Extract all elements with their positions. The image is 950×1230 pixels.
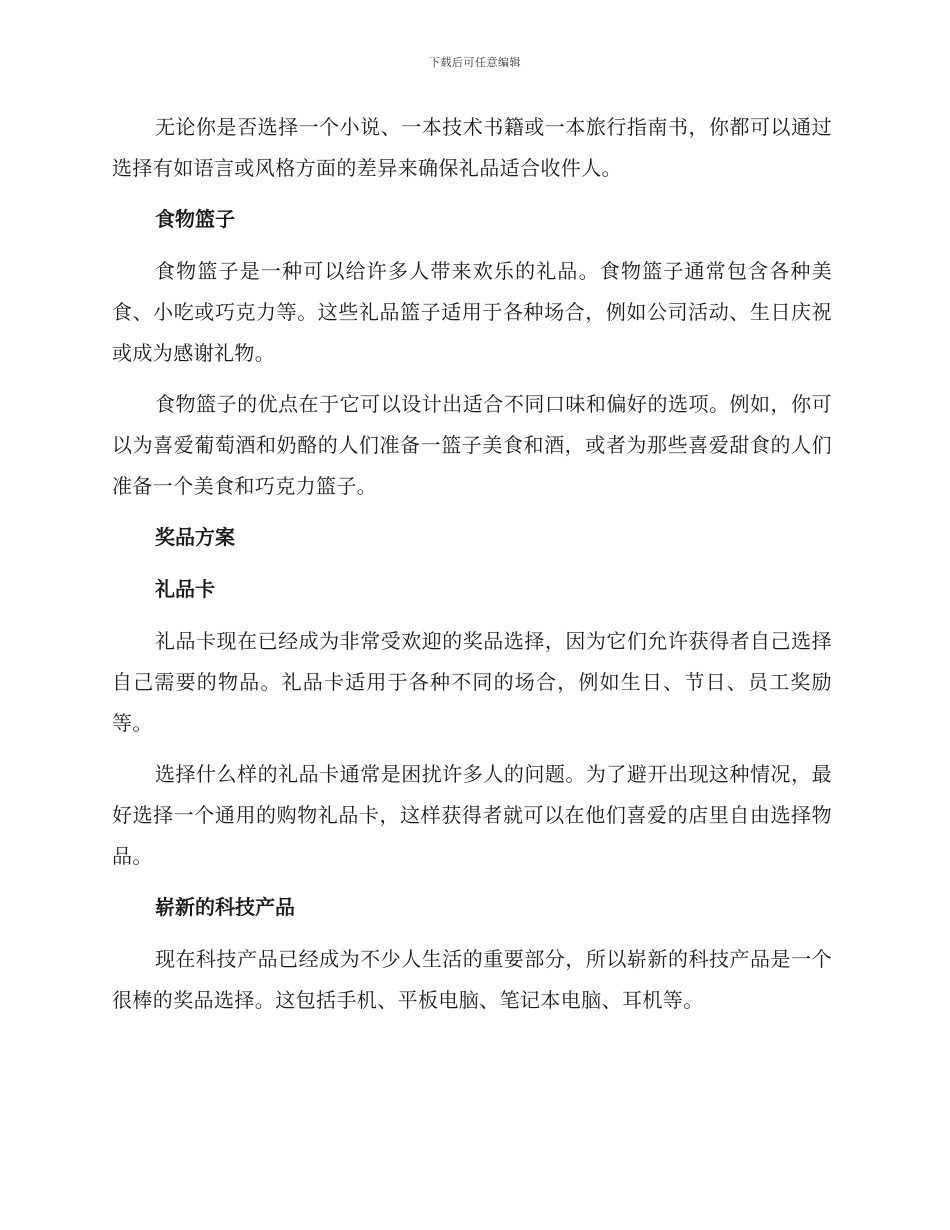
section-heading: 奖品方案 [155, 525, 235, 549]
page-header: 下载后可任意编辑 [429, 56, 521, 69]
paragraph: 礼品卡现在已经成为非常受欢迎的奖品选择，因为它们允许获得者自己选择自己需要的物品。礼品卡适用于各种不同的场合，例如生日、节日、员工奖励等。 [112, 629, 832, 735]
paragraph: 现在科技产品已经成为不少人生活的重要部分，所以崭新的科技产品是一个很棒的奖品选择。这包括手机、平板电脑、笔记本电脑、耳机等。 [112, 947, 832, 1012]
paragraph: 食物篮子的优点在于它可以设计出适合不同口味和偏好的选项。例如，你可以为喜爱葡萄酒和奶酪的人们准备一篮子美食和酒，或者为那些喜爱甜食的人们准备一个美食和巧克力篮子。 [112, 392, 832, 498]
section-heading: 崭新的科技产品 [155, 895, 295, 919]
section-heading: 礼品卡 [155, 577, 215, 601]
section-heading: 食物篮子 [155, 207, 235, 231]
document-body [112, 107, 832, 1031]
paragraph: 无论你是否选择一个小说、一本技术书籍或一本旅行指南书，你都可以通过选择有如语言或风格方面的差异来确保礼品适合收件人。 [112, 115, 832, 180]
paragraph: 食物篮子是一种可以给许多人带来欢乐的礼品。食物篮子通常包含各种美食、小吃或巧克力等。这些礼品篮子适用于各种场合，例如公司活动、生日庆祝或成为感谢礼物。 [112, 259, 832, 365]
paragraph: 选择什么样的礼品卡通常是困扰许多人的问题。为了避开出现这种情况，最好选择一个通用的购物礼品卡，这样获得者就可以在他们喜爱的店里自由选择物品。 [112, 762, 832, 868]
